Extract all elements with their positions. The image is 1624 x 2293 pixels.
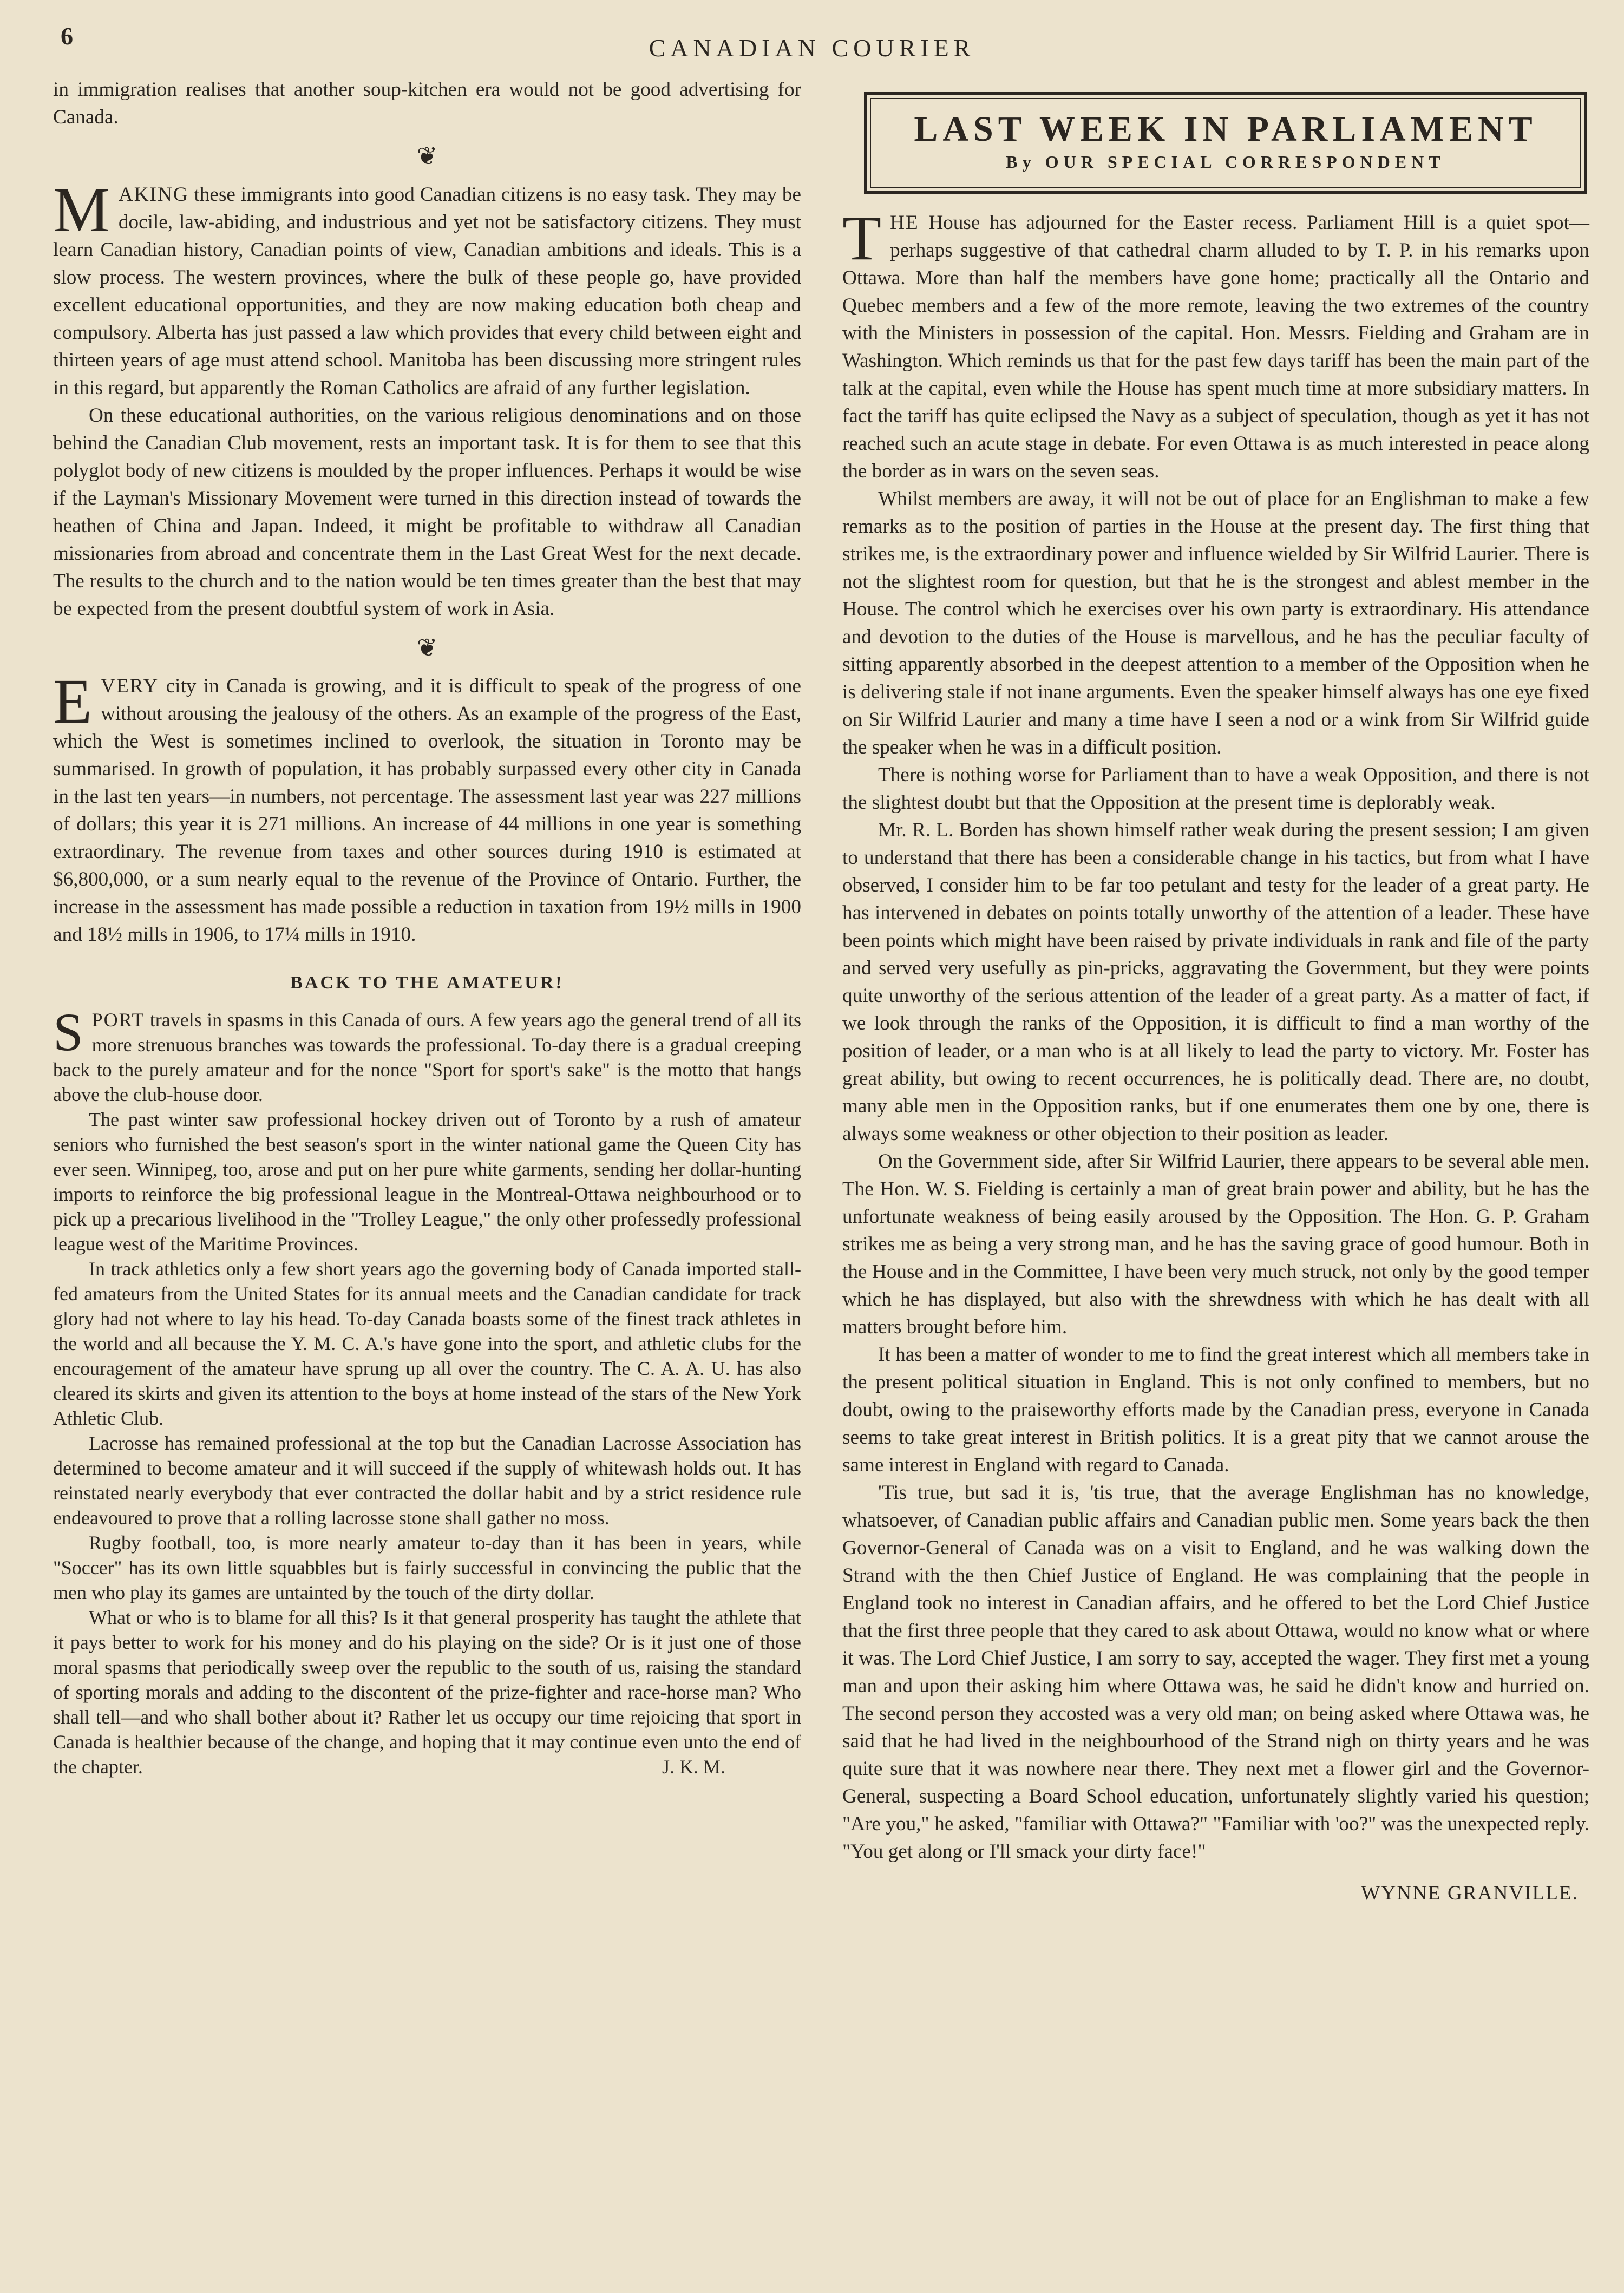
paragraph-wonder: It has been a matter of wonder to me to find the great interest which all members take in the present political situation in England. This is not only confined to members, but no doubt, owing to the praiseworthy efforts made by the Canadian press, everyone in Canada seems to take great interest in British politics. It is a great pity that we cannot arouse the same interest in England with regard to Canada. <box>842 1344 1589 1476</box>
paragraph-tis-true: 'Tis true, but sad it is, 'tis true, that the average Englishman has no knowledge, whatsoever, of Canadian public affairs and Canadian public men. Some years back the then Governor-General of Canada was on a visit to England, and he was walking down the Strand with the then Chief Justice of England. He was complaining that the people in England took no interest in Canadian affairs, and he offered to bet the Lord Chief Justice that the first three people that they cared to ask about Ottawa, would no know what or where it was. The Lord Chief Justice, I am sorry to say, accepted the wager. They first met a young man and upon their asking him where Ottawa was, he said he didn't know and hurried on. The second person they accosted was a very old man; on being asked where Ottawa was, he said that he had lived in the neighbourhood of the Strand nigh on thirty years and he was quite sure that it was nowhere near there. They next met a flower girl and the Governor-General, suspecting a Board School education, unfortunately slightly varied his question; "Are you," he asked, "familiar with Ottawa?" "Familiar with 'oo?" was the unexpected reply. "You get along or I'll smack your dirty face!" <box>842 1482 1589 1863</box>
running-head: CANADIAN COURIER <box>649 34 975 62</box>
paragraph-borden: Mr. R. L. Borden has shown himself rather weak during the present session; I am given to understand that there has been a considerable change in his tactics, but from what I have observed, I consider him to be far too petulant and testy for the leader of a great party. He has intervened in debates on points totally unworthy of the attention of a leader. These have been points which might have been raised by private individuals in rank and file of the party and served very usefully as pin-pricks, aggravating the Government, but they were points quite unworthy of the serious attention of the leader of a great party. As a matter of fact, if we look through the ranks of the Opposition, it is difficult to find a man worthy of the position of leader, or a man who is at all likely to lead the party to victory. Mr. Foster has great ability, but owing to recent occurrences, he is politically dead. There are, no doubt, many able men in the Opposition ranks, but if one enumerates them one by one, there is always some weakness or other objection to their position as leader. <box>842 819 1589 1145</box>
left-column <box>53 76 801 1779</box>
article-header-box <box>864 92 1587 194</box>
paragraph-rugby: Rugby football, too, is more nearly amateur to-day than it has been in years, while "Soccer" has its own little squabbles but is fairly successful in convincing the public that the men who play its games are untainted by the touch of the dirty dollar. <box>53 1532 801 1603</box>
author-signature: J. K. M. <box>662 1756 725 1778</box>
paragraph-hockey: The past winter saw professional hockey driven out of Toronto by a rush of amateur seniors who furnished the best season's sport in the winter national game the Queen City has ever seen. Winnipeg, too, arose and put on her pure white garments, sending her dollar-hunting imports to reinforce the big professional league in the Montreal-Ottawa neighbourhood or to pick up a precarious livelihood in the "Trolley League," the only other professedly professional league west of the Maritime Provinces. <box>53 1109 801 1255</box>
right-column <box>842 202 1589 1907</box>
paragraph-whilst: Whilst members are away, it will not be out of place for an Englishman to make a few remarks as to the position of parties in the House at the present day. The first thing that strikes me, is the extraordinary power and influence wielded by Sir Wilfrid Laurier. There is not the slightest room for question, but that he is the strongest and ablest member in the House. The control which he exercises over his own party is extraordinary. His attendance and devotion to the duties of the House is marvellous, and he has the peculiar faculty of sitting apparently absorbed in the deepest attention to a member of the Opposition when he is delivering stale if not inane arguments. Even the speaker himself always has one eye fixed on Sir Wilfrid Laurier and many a time have I seen a nod or a wink from Sir Wilfrid guide the speaker when he was in a difficult position. <box>842 488 1589 758</box>
lead-word: HE <box>890 212 919 234</box>
lead-word: VERY <box>101 675 159 697</box>
fleuron-ornament: ❦ <box>416 142 438 170</box>
article-title: LAST WEEK IN PARLIAMENT <box>914 109 1537 149</box>
drop-cap: T <box>842 202 882 273</box>
drop-cap: S <box>53 1002 83 1062</box>
paragraph-sport <box>53 1002 801 1107</box>
paragraph-every-city <box>53 666 801 948</box>
paragraph-weak-opposition: There is nothing worse for Parliament than to have a weak Opposition, and there is not the slightest doubt but that the Opposition at the present time is deplorably weak. <box>842 764 1589 814</box>
fleuron-ornament: ❦ <box>416 634 438 661</box>
paragraph-track: In track athletics only a few short years ago the governing body of Canada imported stall-fed amateurs from the United States for its annual meets and the Canadian candidate for track glory had not where to lay his head. To-day Canada boasts some of the finest track athletes in the world and all because the Y. M. C. A.'s have gone into the sport, and athletic clubs for the encouragement of the amateur have sprung up all over the country. The C. A. A. U. has also cleared its skirts and given its attention to the boys at home instead of the stars of the New York Athletic Club. <box>53 1258 801 1429</box>
lead-word: PORT <box>91 1009 145 1031</box>
paragraph-making <box>53 174 801 402</box>
section-heading-amateur: BACK TO THE AMATEUR! <box>290 973 564 993</box>
paragraph-lacrosse: Lacrosse has remained professional at the top but the Canadian Lacrosse Association has determined to become amateur and it will succeed if the supply of whitewash holds out. It has reinstated nearly everybody that ever contracted the dollar habit and by a strict residence rule endeavoured to prove that a rolling lacrosse stone shall gather no moss. <box>53 1432 801 1529</box>
paragraph-text: travels in spasms in this Canada of ours. A few years ago the general trend of all its more strenuous branches was towards the professional. To-day there is a gradual creeping back to the purely amateur and for the nonce "Sport for sport's sake" is the motto that hangs above the club-house door. <box>53 1009 801 1105</box>
paragraph-educational: On these educational authorities, on the various religious denominations and on those behind the Canadian Club movement, rests an important task. It is for them to see that this polyglot body of new citizens is moulded by the proper influences. Perhaps it would be wise if the Layman's Missionary Movement were turned in this direction instead of towards the heathen of China and Japan. Indeed, it might be profitable to withdraw all Canadian missionaries from abroad and concentrate them in the Last Great West for the next decade. The results to the church and to the nation would be ten times greater than the best that may be expected from the present doubtful system of work in Asia. <box>53 404 801 620</box>
paragraph-text: House has adjourned for the Easter recess. Parliament Hill is a quiet spot—perhaps suggestive of that cathedral charm alluded to by T. P. in his remarks upon Ottawa. More than half the members have gone home; practically all the Ontario and Quebec members and a few of the more remote, leaving the two extremes of the country with the Ministers in possession of the capital. Hon. Messrs. Fielding and Graham are in Washington. Which reminds us that for the past few days tariff has been the main part of the talk at the capital, even while the House has spent much time at more subsidiary matters. In fact the tariff has quite eclipsed the Navy as a subject of speculation, though as yet it has not reached such an acute stage in debate. For even Ottawa is as much interested in peace along the border as in wars on the seven seas. <box>842 212 1589 482</box>
drop-cap: E <box>53 666 93 737</box>
article-byline: By OUR SPECIAL CORRESPONDENT <box>1006 152 1445 172</box>
page-number: 6 <box>61 22 73 50</box>
paragraph-text: these immigrants into good Canadian citizens is no easy task. They may be docile, law-abiding, and industrious and yet not be satisfactory citizens. They must learn Canadian history, Canadian points of view, Canadian ambitions and ideals. This is a slow process. The western provinces, where the bulk of these people go, have provided excellent educational opportunities, and they are now making education both cheap and compulsory. Alberta has just passed a law which provides that every child between eight and thirteen years of age must attend school. Manitoba has been discussing more stringent rules in this regard, but apparently the Roman Catholics are afraid of any further legislation. <box>53 184 801 399</box>
paragraph-government-side: On the Government side, after Sir Wilfrid Laurier, there appears to be several able men. The Hon. W. S. Fielding is certainly a man of great brain power and ability, but he has the unfortunate weakness of being easily aroused by the Opposition. The Hon. G. P. Graham strikes me as being a very strong man, and he has the saving grace of good humour. Both in the House and in the Committee, I have been very much struck, not only by the good temper which he has displayed, but also with the shrewdness with which he has dealt with all matters brought before him. <box>842 1150 1589 1338</box>
sport-article <box>53 1002 801 1779</box>
paragraph-immigration-end: in immigration realises that another soup-kitchen era would not be good advertising for Canada. <box>53 78 801 128</box>
paragraph-what-or-who: What or who is to blame for all this? Is it that general prosperity has taught the athlete that it pays better to work for his money and do his playing on the side? Or is it just one of those moral spasms that periodically sweep over the republic to the south of us, raising the standard of sporting morals and adding to the discontent of the prize-fighter and race-horse man? Who shall tell—and who shall bother about it? Rather let us occupy our time rejoicing that sport in Canada is healthier because of the change, and hoping that it may continue even unto the end of the chapter. <box>53 1607 801 1778</box>
author-signature: WYNNE GRANVILLE. <box>1361 1882 1579 1904</box>
lead-word: AKING <box>118 184 189 206</box>
drop-cap: M <box>53 174 110 245</box>
paragraph-text: city in Canada is growing, and it is difficult to speak of the progress of one without arousing the jealousy of the others. As an example of the progress of the East, which the West is sometimes inclined to overlook, the situation in Toronto may be summarised. In growth of population, it has probably surpassed every other city in Canada in the last ten years—in numbers, not percentage. The assessment last year was 227 millions of dollars; this year it is 271 millions. An increase of 44 millions in one year is something extraordinary. The revenue from taxes and other sources during 1910 is estimated at $6,800,000, or a sum nearly equal to the revenue of the Province of Ontario. Further, the increase in the assessment has made possible a reduction in taxation from 19½ mills in 1900 and 18½ mills in 1906, to 17¼ mills in 1910. <box>53 675 801 946</box>
paragraph-house-adjourned <box>842 202 1589 485</box>
